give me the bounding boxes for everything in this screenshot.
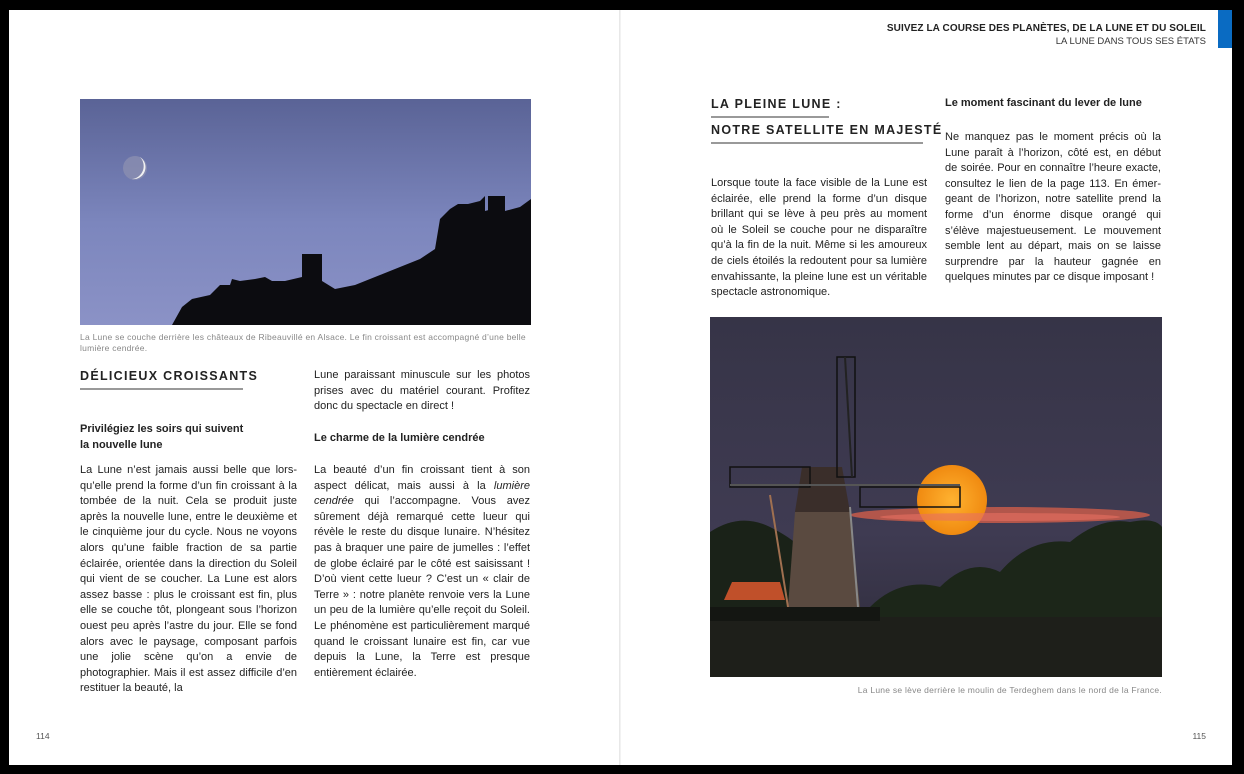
body-text-col2-lower [314,463,530,681]
subheading-lever-de-lune: Le moment fascinant du lever de lune [945,97,1142,109]
chapter-color-tab [1218,10,1232,48]
running-header [887,22,1206,48]
section-title-underline [80,388,243,390]
photo-windmill-moonrise [710,317,1162,677]
section-title-line1: LA PLEINE LUNE : [711,97,842,111]
right-page [621,10,1232,765]
paragraph-continuation: Lune paraissant minuscule sur les photos prises avec du matériel courant. Profitez donc du spectacle en direct ! [314,369,530,413]
body-text-col1 [80,463,297,697]
photo-caption-right: La Lune se lève derrière le moulin de Terdeghem dans le nord de la France. [857,685,1162,695]
running-header-title: SUIVEZ LA COURSE DES PLANÈTES, DE LA LUNE ET DU SOLEIL [886,23,1206,34]
section-title-line2: NOTRE SATELLITE EN MAJESTÉ [711,123,943,137]
text-run: La beauté d’un fin croissant tient à son aspect délicat, mais aussi à la [314,464,530,492]
paragraph-lever-de-lune: Ne manquez pas le moment précis où la Lune paraît à l’horizon, côté est, en début de soirée. Pour en connaître l’heure exacte, consultez le lien de la page 113. En émergeant de l’horizon, notre satellite prend la forme d’un énorme disque orangé qui s’élève majestueusement. Le mouvement semble lent au départ, mais on se laisse surprendre par la hauteur gagnée en quelques minutes par ce disque imposant ! [945,131,1161,284]
photo-crescent-moon-castles [80,99,531,325]
left-page [9,10,620,765]
body-text-col2 [314,368,530,415]
body-text-lever [945,130,1161,286]
paragraph-pleine-lune: Lorsque toute la face visible de la Lune est éclairée, elle prend la forme d’un disque brillant qui se lève à peu près au moment où le Soleil se couche pour ne disparaître qu’à la fin de la nuit. Même si les amoureux de ciels étoilés la redoutent pour sa lumière envahissante, la pleine lune est un véritable spectacle astronomique. [711,177,927,299]
section-title-delicieux-croissants: DÉLICIEUX CROISSANTS [80,369,259,383]
subheading-lumiere-cendree: Le charme de la lumière cendrée [314,432,485,444]
text-run: qui l’accompagne. Vous avez sûrement déjà remarqué cette lueur qui révèle le reste du disque lunaire. N’hésitez pas à braquer une paire de jumelles : l’effet de globe éclairé par le côté est saisissant ! D’où vient cette lueur ? C’est un « clair de Terre » : notre planète renvoie vers la Lune un peu de la lumière qu’elle reçoit du Soleil. Le phénomène est particulièrement marqué quand le croissant lunaire est fin, car vue depuis la Lune, la Terre est presque entièrement éclairée. [314,495,530,679]
paragraph-croissant: La Lune n’est jamais aussi belle que lorsqu’elle prend la forme d’un fin croissant à la tombée de la nuit. Cela se produit juste après la nouvelle lune, entre le deuxième et le cinquième jour du cycle. Nous ne voyons alors qu’une faible fraction de sa partie éclairée, orientée dans la direction du Soleil qui vient de se coucher. La Lune est alors assez basse : plus le croissant est fin, plus elle se couche tôt, plongeant sous l’horizon ouest peu après l’astre du jour. Elle se fond alors avec le paysage, composant parfois une jolie scène qu’on a envie de photographier. Mais il est assez difficile d’en restituer la beauté, la [80,464,297,695]
title-line2-underline [711,142,923,144]
italic-term: lumière cendrée [314,479,530,508]
page-number-left: 114 [36,731,50,741]
body-text-intro [711,176,927,301]
photo-caption-left: La Lune se couche derrière les châteaux de Ribeauvillé en Alsace. Le fin croissant est accompagné d’une belle lumière cendrée. [80,332,526,353]
running-header-subtitle: LA LUNE DANS TOUS SES ÉTATS [1055,36,1206,47]
page-number-right: 115 [1192,731,1206,741]
subheading-soirs: Privilégiez les soirs qui suivent la nouvelle lune [80,423,244,451]
paragraph-lumiere-cendree [314,463,530,681]
title-line1-underline [711,116,829,118]
